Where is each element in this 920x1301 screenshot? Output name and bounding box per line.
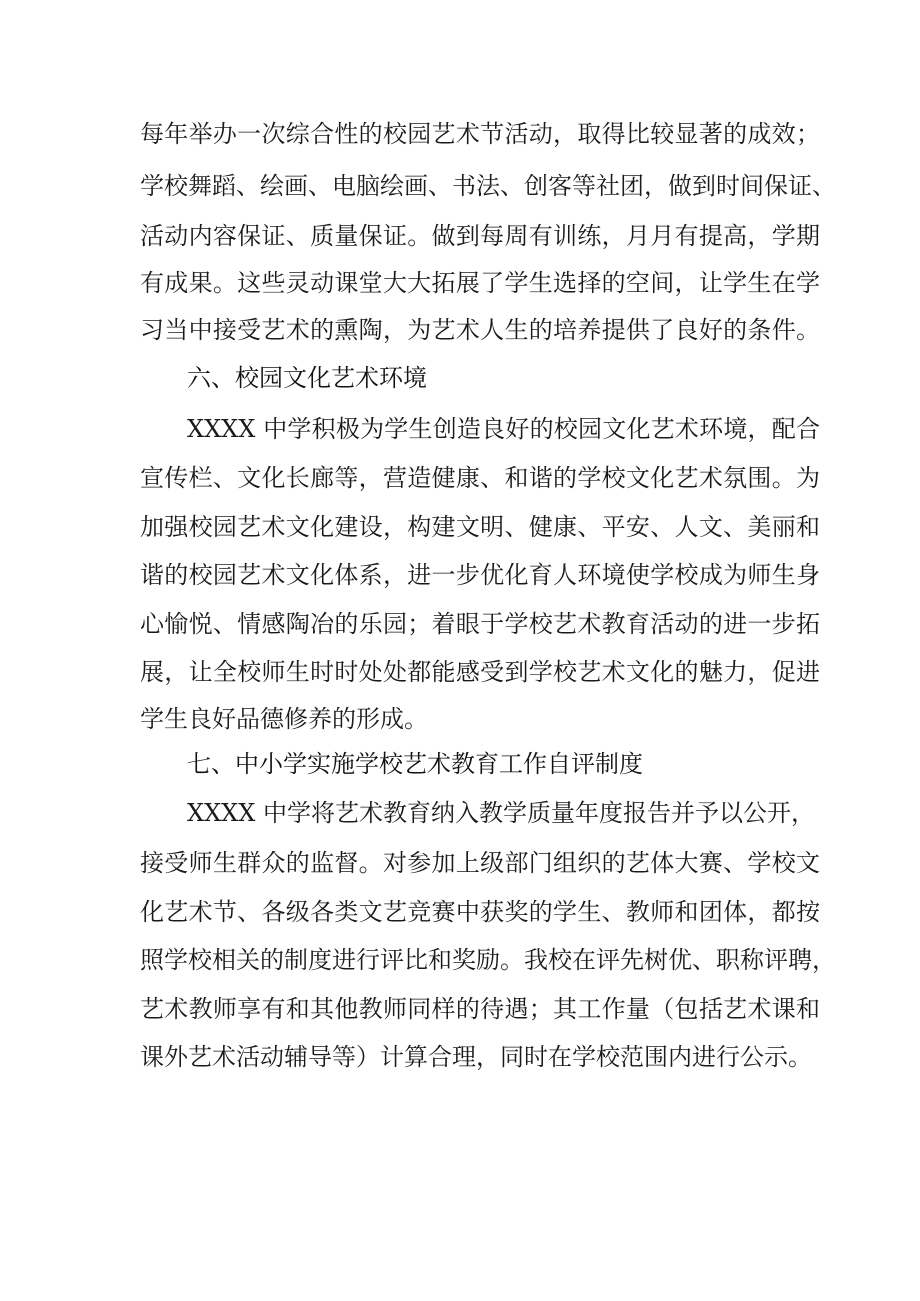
paragraph-line: 加强校园艺术文化建设，构建文明、健康、平安、人文、美丽和	[140, 513, 820, 541]
paragraph-line: 宣传栏、文化长廊等，营造健康、和谐的学校文化艺术氛围。为	[140, 464, 820, 492]
paragraph-line: 化艺术节、各级各类文艺竞赛中获奖的学生、教师和团体，都按	[140, 898, 820, 926]
paragraph-line: XXXX 中学将艺术教育纳入教学质量年度报告并予以公开，	[187, 799, 815, 827]
paragraph-line: 谐的校园艺术文化体系，进一步优化育人环境使学校成为师生身	[140, 561, 820, 589]
section-heading: 六、校园文化艺术环境	[187, 364, 427, 392]
paragraph-line: 照学校相关的制度进行评比和奖励。我校在评先树优、职称评聘，	[140, 946, 836, 974]
paragraph-line: 学生良好品德修养的形成。	[140, 705, 428, 733]
paragraph-line: 心愉悦、情感陶冶的乐园；着眼于学校艺术教育活动的进一步拓	[140, 610, 820, 638]
paragraph-line: 展，让全校师生时时处处都能感受到学校艺术文化的魅力，促进	[140, 658, 820, 686]
paragraph-line: 习当中接受艺术的熏陶，为艺术人生的培养提供了良好的条件。	[140, 316, 820, 344]
paragraph-line: 学校舞蹈、绘画、电脑绘画、书法、创客等社团，做到时间保证、	[140, 172, 836, 200]
paragraph-line: 每年举办一次综合性的校园艺术节活动，取得比较显著的成效；	[140, 120, 820, 148]
paragraph-line: 课外艺术活动辅导等）计算合理，同时在学校范围内进行公示。	[140, 1043, 812, 1071]
paragraph-line: 艺术教师享有和其他教师同样的待遇；其工作量（包括艺术课和	[140, 995, 820, 1023]
paragraph-line: 活动内容保证、质量保证。做到每周有训练，月月有提高，学期	[140, 222, 820, 250]
paragraph-line: 有成果。这些灵动课堂大大拓展了学生选择的空间，让学生在学	[140, 269, 820, 297]
paragraph-line: 接受师生群众的监督。对参加上级部门组织的艺体大赛、学校文	[140, 849, 820, 877]
section-heading: 七、中小学实施学校艺术教育工作自评制度	[187, 750, 643, 778]
paragraph-line: XXXX 中学积极为学生创造良好的校园文化艺术环境，配合	[187, 415, 820, 443]
